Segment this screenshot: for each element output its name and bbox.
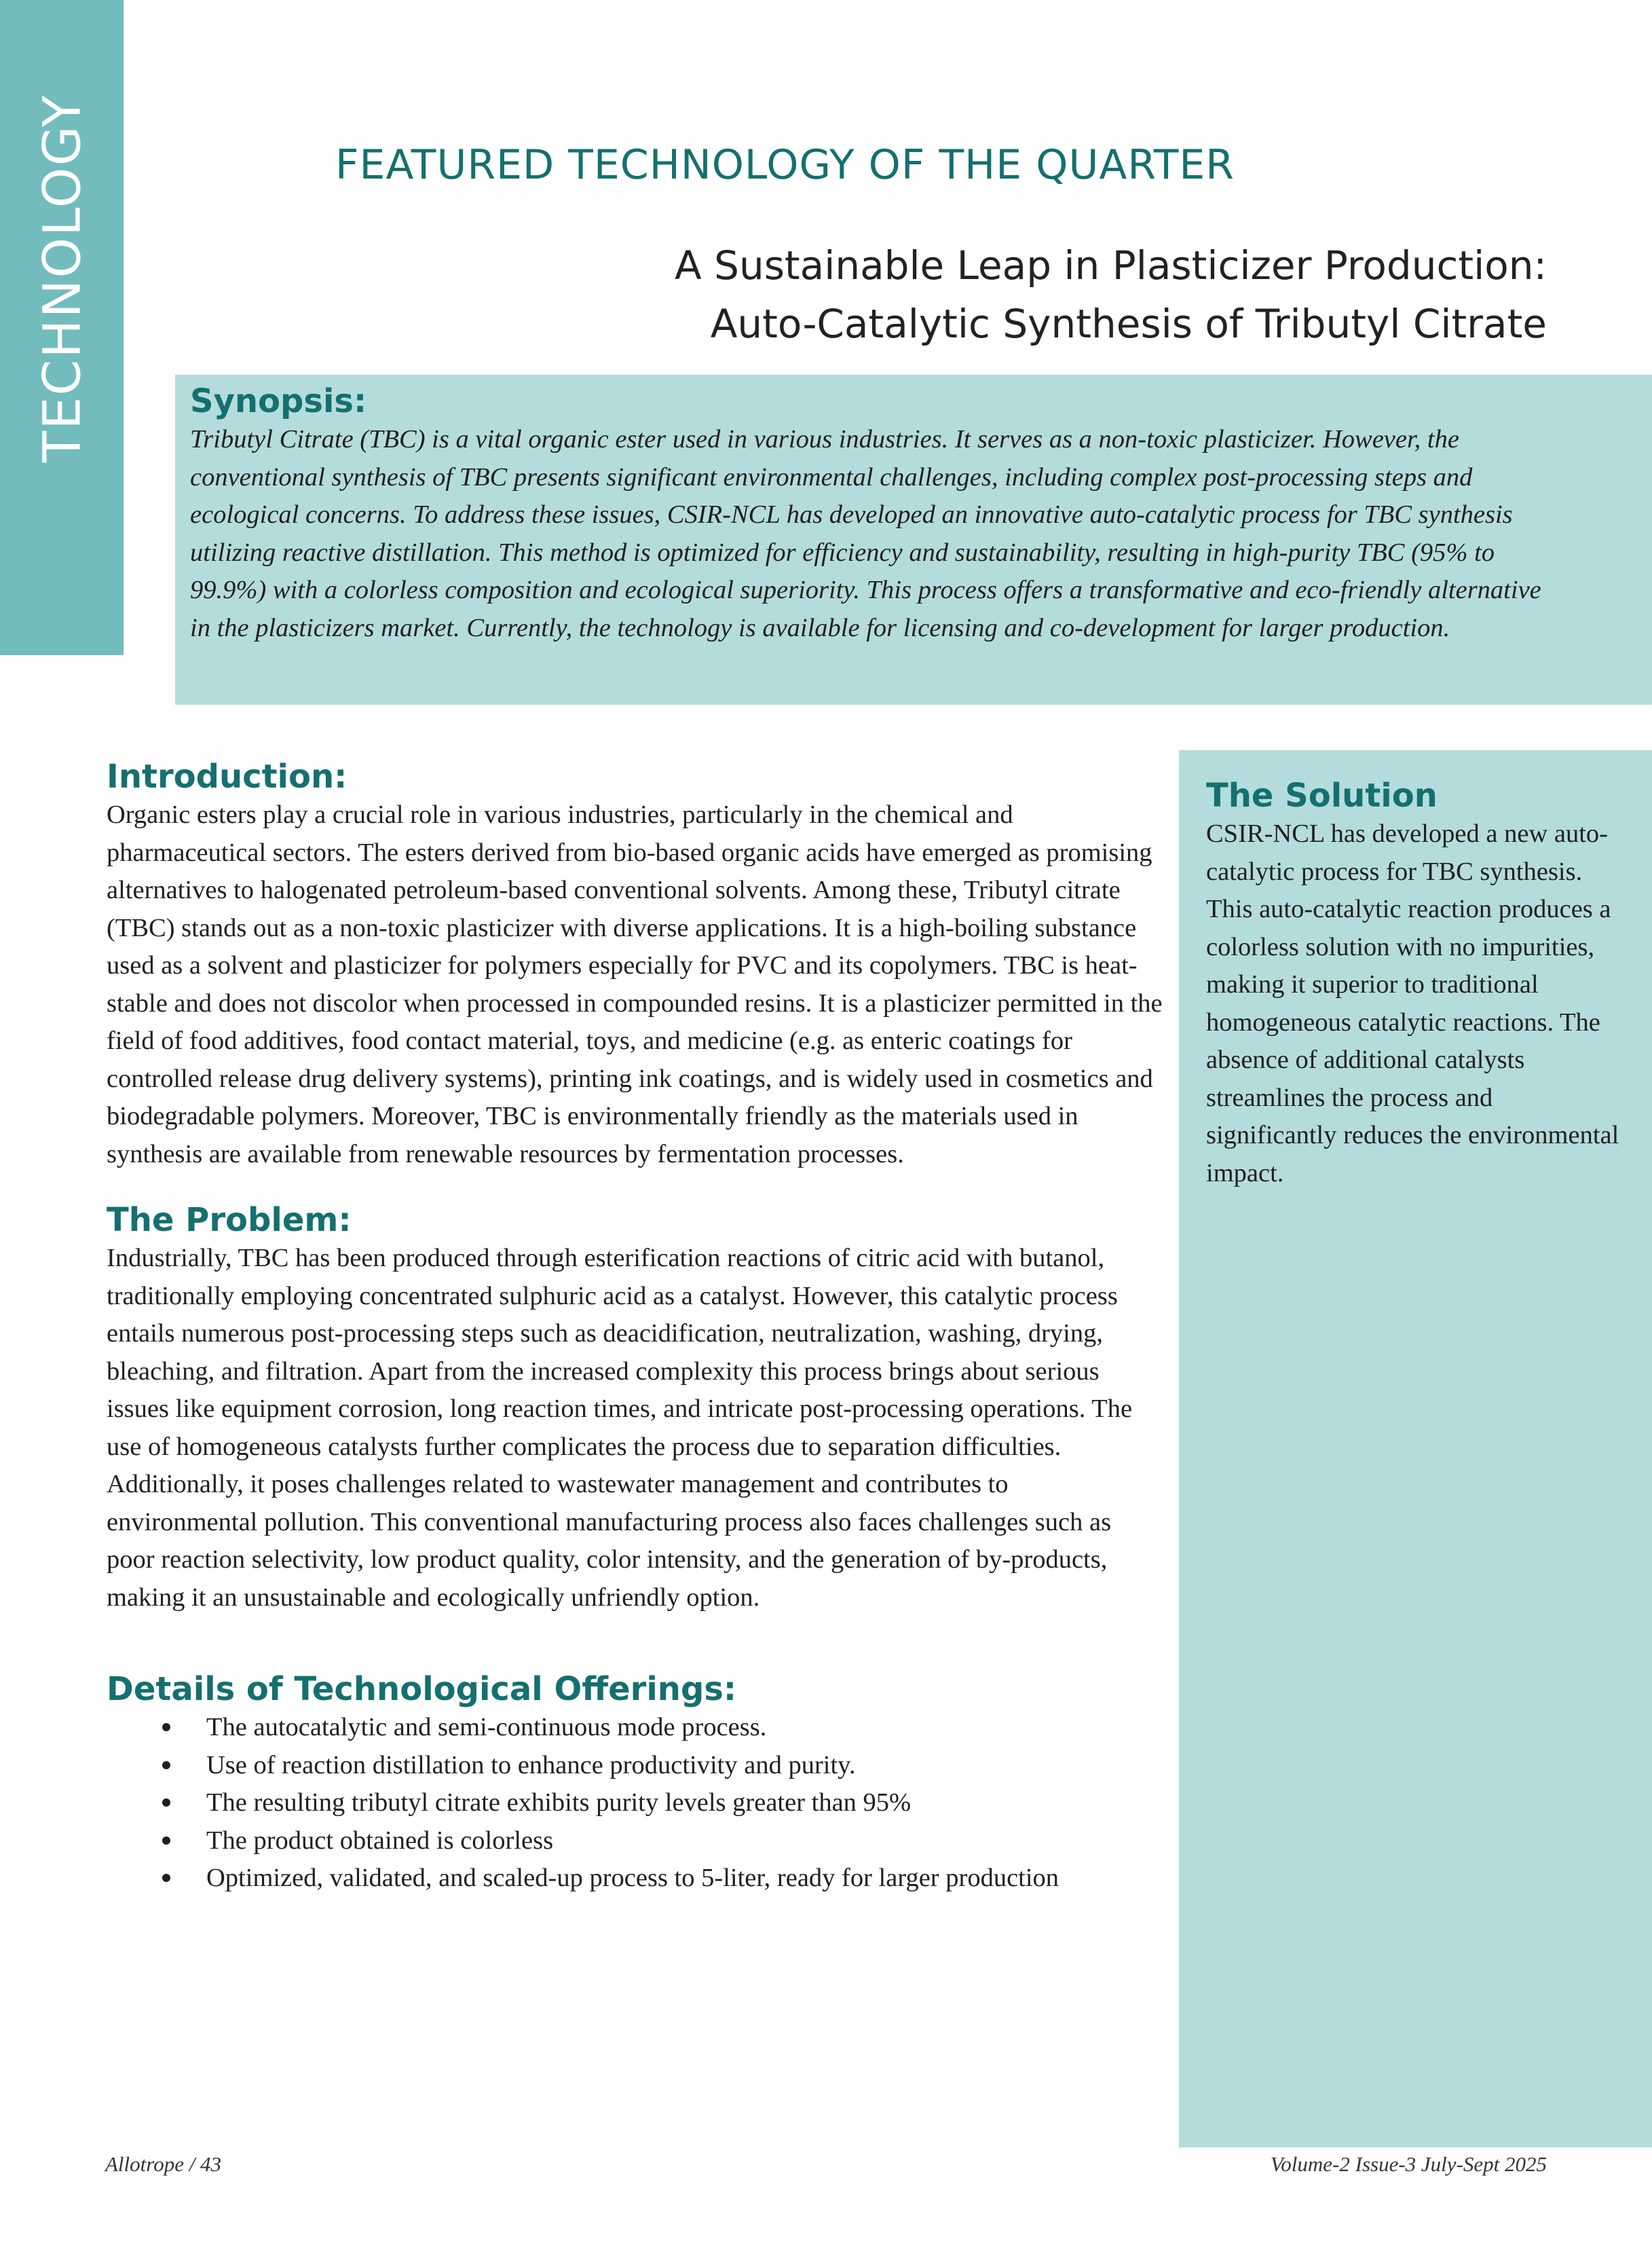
list-item-text: Optimized, validated, and scaled-up process to 5-liter, ready for larger production [206,1864,1059,1892]
problem-text: Industrially, TBC has been produced through esterification reactions of citric acid with butanol, traditionally employing concentrated sulphuric acid as a catalyst. However, this catalytic process entails numerous post-processing steps such as deacidification, neutralization, washing, drying, bleaching, and filtration. Apart from the increased complexity this process brings about serious issues like equipment corrosion, long reaction times, and intricate post-processing operations. The use of homogeneous catalysts further complicates the process due to separation difficulties. Additionally, it poses challenges related to wastewater management and contributes to environmental pollution. This conventional manufacturing process also faces challenges such as poor reaction selectivity, low product quality, color intensity, and the generation of by-products, making it an unsustainable and ecologically unfriendly option. [107,1244,1133,1612]
list-item [107,1709,1165,1747]
page-footer-left: Allotrope / 43 [105,2152,222,2176]
list-item-text: Use of reaction distillation to enhance productivity and purity. [206,1750,856,1779]
kicker-heading: FEATURED TECHNOLOGY OF THE QUARTER [335,141,1235,189]
bullet-icon [162,1874,170,1882]
synopsis-panel [175,375,1652,705]
bullet-icon [162,1798,170,1807]
list-item [107,1747,1165,1785]
page-footer-right: Volume-2 Issue-3 July-Sept 2025 [1270,2152,1547,2176]
list-item [107,1860,1165,1898]
article-title-line-1: A Sustainable Leap in Plasticizer Production: [675,242,1547,289]
problem-section [107,1200,1165,1616]
article-title [675,236,1547,353]
bullet-icon [162,1761,170,1769]
solution-text: CSIR-NCL has developed a new auto-catalytic process for TBC synthesis. This auto-catalytic reaction produces a colorless solution with no impurities, making it superior to traditional homogeneous catalytic reactions. The absence of additional catalysts streamlines the process and significantly reduces the environmental impact. [1206,819,1619,1187]
details-section [107,1669,1165,1898]
bullet-icon [162,1723,170,1731]
list-item-text: The resulting tributyl citrate exhibits purity levels greater than 95% [206,1788,912,1817]
section-tab-label: TECHNOLOGY [31,94,92,463]
list-item [107,1822,1165,1860]
introduction-heading: Introduction: [107,758,348,796]
details-heading: Details of Technological Offerings: [107,1670,737,1708]
introduction-text: Organic esters play a crucial role in various industries, particularly in the chemical and pharmaceutical sectors. The esters derived from bio-based organic acids have emerged as promising alternatives to halogenated petroleum-based conventional solvents. Among these, Tributyl citrate (TBC) stands out as a non-toxic plasticizer with diverse applications. It is a high-boiling substance used as a solvent and plasticizer for polymers especially for PVC and its copolymers. TBC is heat-stable and does not discolor when processed in compounded resins. It is a plasticizer permitted in the field of food additives, food contact material, toys, and medicine (e.g. as enteric coatings for controlled release drug delivery systems), printing ink coatings, and is widely used in cosmetics and biodegradable polymers. Moreover, TBC is environmentally friendly as the materials used in synthesis are available from renewable resources by fermentation processes. [107,800,1163,1168]
list-item [107,1784,1165,1822]
synopsis-text: Tributyl Citrate (TBC) is a vital organic ester used in various industries. It serves as a non-toxic plasticizer. However, the conventional synthesis of TBC presents significant environmental challenges, including complex post-processing steps and ecological concerns. To address these issues, CSIR-NCL has developed an innovative auto-catalytic process for TBC synthesis utilizing reactive distillation. This method is optimized for efficiency and sustainability, resulting in high-purity TBC (95% to 99.9%) with a colorless composition and ecological superiority. This process offers a transformative and eco-friendly alternative in the plasticizers market. Currently, the technology is available for licensing and co-development for larger production. [190,425,1541,642]
bullet-icon [162,1836,170,1845]
details-list [107,1709,1165,1898]
solution-heading: The Solution [1206,777,1438,815]
list-item-text: The autocatalytic and semi-continuous mode process. [206,1713,767,1741]
introduction-section [107,757,1165,1173]
main-column [107,757,1165,1898]
list-item-text: The product obtained is colorless [206,1826,554,1855]
section-tab [0,0,124,655]
synopsis-heading: Synopsis: [190,382,367,420]
solution-panel [1179,750,1652,2147]
article-title-line-2: Auto-Catalytic Synthesis of Tributyl Citrate [710,301,1547,347]
problem-heading: The Problem: [107,1201,352,1239]
